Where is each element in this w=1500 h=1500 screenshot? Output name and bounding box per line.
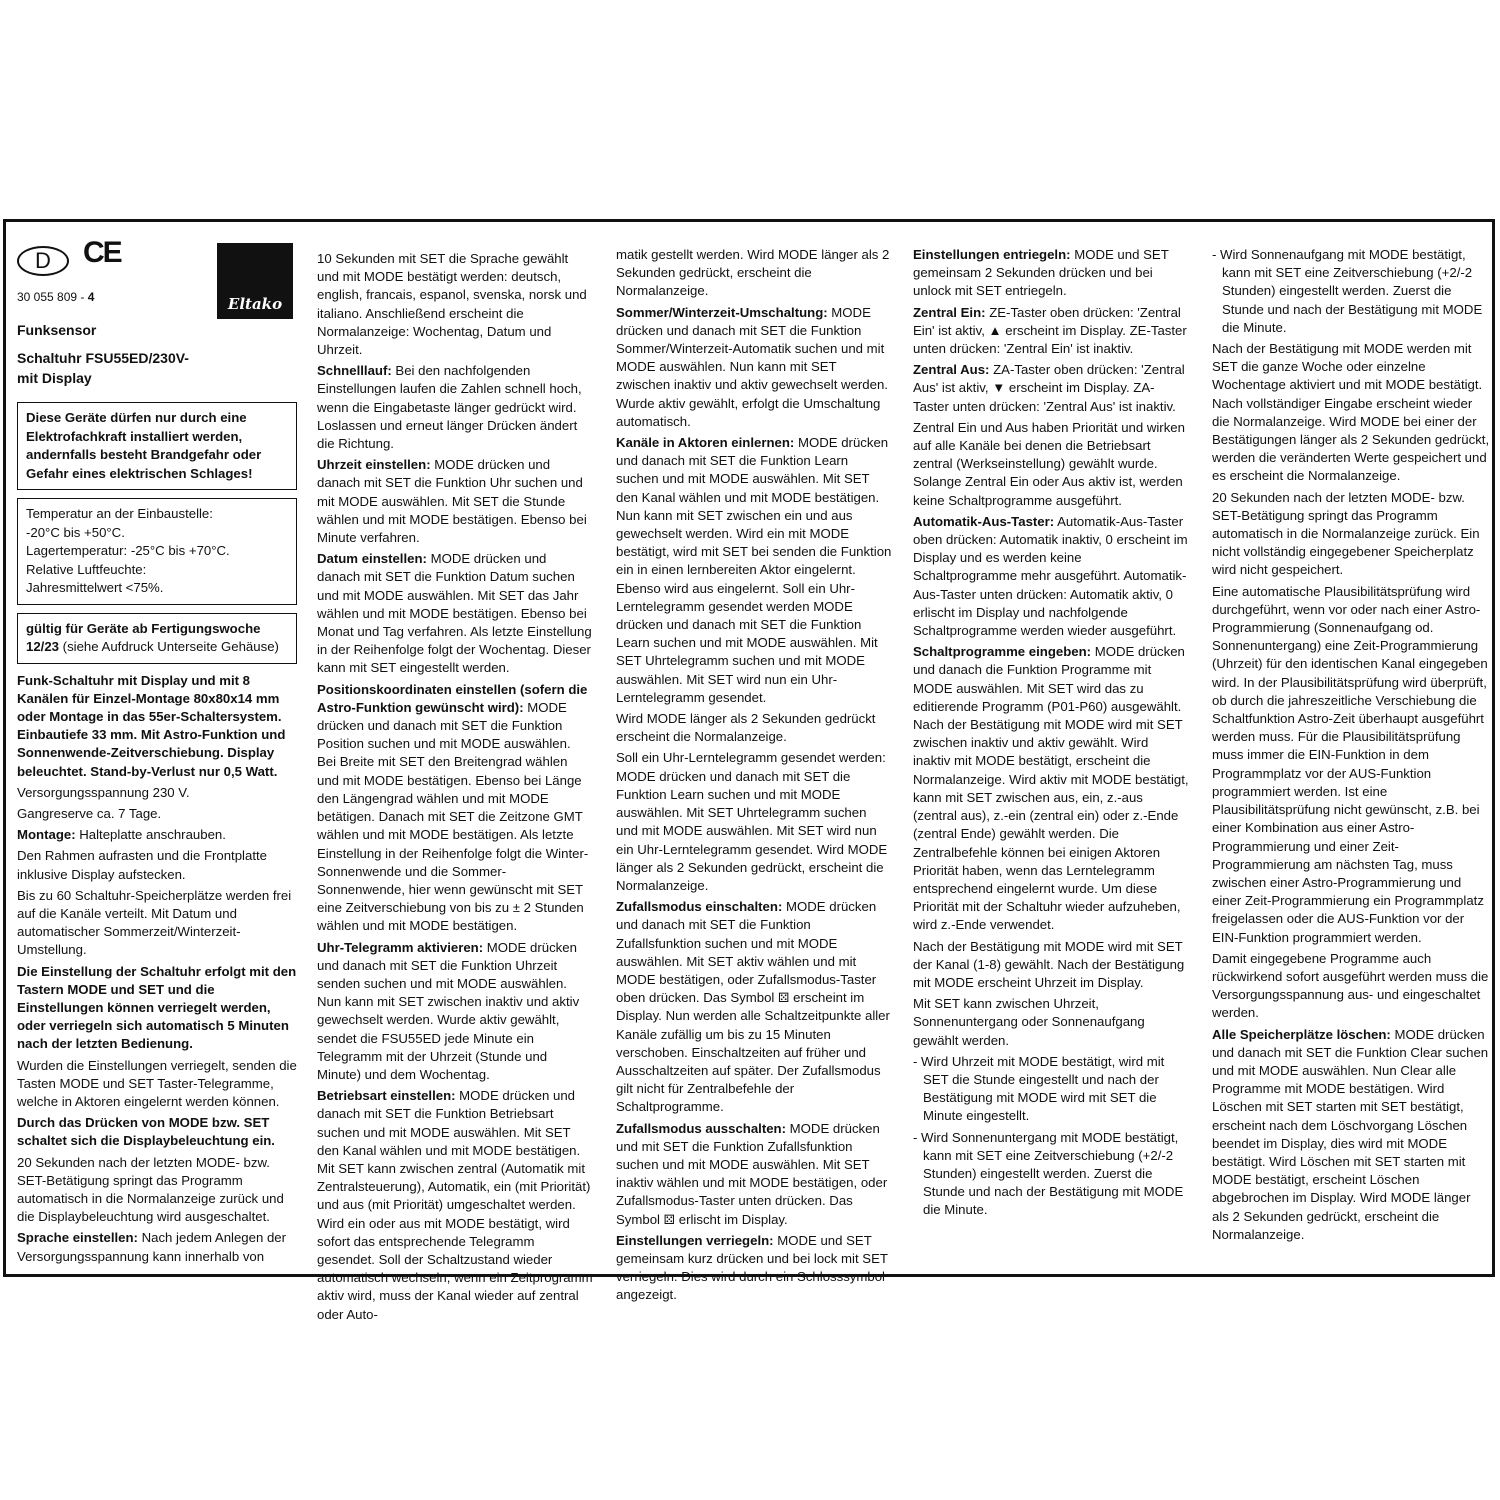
paragraph-text: ZA-Taster oben drücken: 'Zentral Aus' ist aktiv, ▼ erscheint im Display. ZA-Taster unten drücken: 'Zentral Aus' ist inaktiv. <box>913 362 1185 414</box>
paragraph-heading: Zentral Ein: <box>913 304 986 320</box>
paragraph <box>17 805 297 823</box>
paragraph-text: MODE drücken und danach mit SET die Funktion Sommer/Winterzeit-Automatik suchen und mit MODE auswählen. Nun kann mit SET zwischen inaktiv und aktiv gewechselt werden. Wurde aktiv gewählt, erfolgt die Umschaltung automatisch. <box>616 304 888 429</box>
paragraph <box>616 1120 892 1229</box>
header <box>17 236 297 336</box>
column-1-text <box>17 672 297 1266</box>
paragraph-text: 20 Sekunden nach der letzten MODE- bzw. SET-Betätigung springt das Programm automatisch in die Normalanzeige zurück und die Displaybeleuchtung wird ausgeschaltet. <box>17 1154 284 1225</box>
spec-line: Lagertemperatur: -25°C bis +70°C. <box>26 543 230 558</box>
paragraph <box>17 1114 297 1150</box>
paragraph <box>17 784 297 802</box>
paragraph-text: Eine automatische Plausibilitätsprüfung wird durchgeführt, wenn vor oder nach einer Astro-Programmierung (Sonnenaufgang od. Sonnenuntergang) eine Zeit-Programmierung (Uhrzeit) für den identischen Kanal eingegeben wird. In der Plausibilitätsprüfung wird überprüft, ob durch die jahreszeitliche Verschiebung die Schaltfunktion Astro-Zeit überhaupt ausgeführt werden muss. Für die Plausibilitätsprüfung muss immer die EIN-Funktion in dem Programmplatz vor der AUS-Funktion programmiert werden. Ist eine Plausibilitätsprüfung nicht gewünscht, z.B. bei einer Kombination aus einer Astro-Programmierung und einer Zeit-Programmierung am nächsten Tag, muss zwischen einer Astro-Programmierung und einer Zeit-Programmierung ein Programmplatz freigelassen oder die AUS-Funktion vor der EIN-Funktion programmiert werden. <box>1212 583 1488 945</box>
paragraph-text: MODE drücken und mit SET die Funktion Zufallsfunktion suchen und mit MODE auswählen. Mit SET inaktiv wählen und mit MODE bestätigen, oder Zufallsmodus-Taster unten drücken. Das Symbol ⚄ erlischt im Display. <box>616 1120 888 1227</box>
paragraph-heading: Zufallsmodus ausschalten: <box>616 1120 787 1136</box>
paragraph-text: Nach der Bestätigung mit MODE werden mit SET die ganze Woche oder einzelne Wochentage aktiviert und mit MODE bestätigt. Nach vollständiger Eingabe erscheint wieder die Normalanzeige. Wird MODE bei einer der Bestätigungen länger als 2 Sekunden gedrückt, werden die veränderten Werte gespeichert und es erscheint die Normalanzeige. <box>1212 341 1490 484</box>
paragraph <box>17 1057 297 1112</box>
warning-box: Diese Geräte dürfen nur durch eine Elektrofachkraft installiert werden, andernfalls besteht Brandgefahr oder Gefahr eines elektrischen Schlages! <box>17 402 297 490</box>
paragraph <box>913 361 1189 416</box>
paragraph <box>17 1154 297 1227</box>
instruction-sheet <box>3 219 1495 1322</box>
paragraph-text: Wurden die Einstellungen verriegelt, senden die Tasten MODE und SET Taster-Telegramme, welche in Aktoren eingelernt werden können. <box>17 1057 297 1109</box>
paragraph-text: MODE und SET gemeinsam 2 Sekunden drücken und bei unlock mit SET entriegeln. <box>913 247 1169 299</box>
paragraph-text: Nach jedem Anlegen der Versorgungsspannung kann innerhalb von <box>17 1230 287 1264</box>
paragraph-heading: Durch das Drücken von MODE bzw. SET schaltet sich die Displaybeleuchtung ein. <box>17 1115 275 1149</box>
spec-line: Jahresmittelwert <75%. <box>26 580 164 595</box>
paragraph <box>1212 489 1490 580</box>
paragraph-heading: Sommer/Winterzeit-Umschaltung: <box>616 304 828 320</box>
paragraph-text: Versorgungsspannung 230 V. <box>17 784 190 800</box>
country-mark: D <box>17 246 69 276</box>
spec-line: Temperatur an der Einbaustelle: <box>26 506 213 521</box>
paragraph-heading: Alle Speicherplätze löschen: <box>1212 1026 1391 1042</box>
paragraph <box>317 362 593 453</box>
paragraph-heading: Kanäle in Aktoren einlernen: <box>616 435 795 451</box>
paragraph-text: ZE-Taster oben drücken: 'Zentral Ein' ist aktiv, ▲ erscheint im Display. ZE-Taster unten drücken: 'Zentral Ein' ist inaktiv. <box>913 304 1187 357</box>
article-number: 30 055 809 - 4 <box>17 290 95 304</box>
paragraph-heading: Automatik-Aus-Taster: <box>913 513 1055 529</box>
paragraph-heading: Die Einstellung der Schaltuhr erfolgt mit den Tastern MODE und SET und die Einstellungen können verriegelt werden, oder verriegeln sich automatisch 5 Minuten nach der letzten Bedienung. <box>17 963 297 1052</box>
paragraph <box>1212 340 1490 486</box>
paragraph <box>317 250 593 359</box>
paragraph <box>17 672 297 781</box>
column-4 <box>913 246 1189 1223</box>
paragraph <box>616 434 892 707</box>
paragraph <box>616 1232 892 1305</box>
paragraph-heading: Zufallsmodus einschalten: <box>616 899 783 915</box>
paragraph-text: 10 Sekunden mit SET die Sprache gewählt und mit MODE bestätigt werden: deutsch, english, francais, espanol, svenska, norsk und italiano. Anschließend erscheint die Normalanzeige: Wochentag, Datum und Uhrzeit. <box>317 251 587 358</box>
spec-line: -20°C bis +50°C. <box>26 524 125 540</box>
paragraph-heading: Schnelllauf: <box>317 363 392 379</box>
paragraph-text: Zentral Ein und Aus haben Priorität und wirken auf alle Kanäle bei denen die Betriebsart zentral (Werkseinstellung) gewählt wurde. Solange Zentral Ein oder Aus aktiv ist, werden keine Schaltprogramme ausgeführt. <box>913 419 1185 508</box>
paragraph <box>616 749 892 895</box>
paragraph-heading: Datum einstellen: <box>317 551 427 567</box>
paragraph <box>317 1087 593 1324</box>
eltako-logo: Eltako <box>217 243 293 319</box>
paragraph-text: MODE drücken und danach die Funktion Programme mit MODE auswählen. Mit SET wird das zu editierende Programm (P01-P60) ausgewählt. Nach der Bestätigung mit MODE wird mit SET zwischen inaktiv und aktiv gewählt. Wird inaktiv mit MODE bestätigt, erscheint die Normalanzeige. Wird aktiv mit MODE bestätigt, kann mit SET zwischen aus, ein, z.-aus (zentral aus), z.-ein (zentral ein) oder z.-Ende (zentral Ende) gewählt werden. Die Zentralbefehle können bei einigen Aktoren Priorität haben, wenn das Lerntelegramm entsprechend eingelernt wurde. Um diese Priorität mit der Schaltuhr wieder aufzuheben, wird z.-Ende verwendet. <box>913 644 1189 933</box>
paragraph <box>17 1229 297 1265</box>
paragraph-heading: Uhr-Telegramm aktivieren: <box>317 939 484 955</box>
paragraph <box>17 847 297 883</box>
paragraph <box>913 1129 1189 1220</box>
paragraph-text: Halteplatte anschrauben. <box>75 827 226 843</box>
paragraph-text: Den Rahmen aufrasten und die Frontplatte inklusive Display aufstecken. <box>17 848 267 882</box>
paragraph-text: - Wird Sonnenaufgang mit MODE bestätigt, kann mit SET eine Zeitverschiebung (+2/-2 Stunden) eingestellt werden. Zuerst die Stunde und nach der Bestätigung mit MODE die Minute. <box>1212 247 1483 335</box>
paragraph-text: 20 Sekunden nach der letzten MODE- bzw. SET-Betätigung springt das Programm automatisch in die Normalanzeige zurück. Ein nicht vollständig eingegebener Speicherplatz wird nicht gespeichert. <box>1212 489 1480 578</box>
column-5 <box>1212 246 1490 1247</box>
paragraph-text: MODE drücken und danach mit SET die Funktion Position suchen und mit MODE auswählen. Bei Breite mit SET den Breitengrad wählen und mit MODE bestätigen. Ebenso bei Länge den Längengrad wählen und mit MODE betätigen. Danach mit SET die Zeitzone GMT wählen und mit MODE bestätigen. Als letzte Einstellung in der Reihenfolge folgt die Winter-Sonnenwende und die Sommer-Sonnenwende, hier wenn gewünscht mit SET eine Zeitverschiebung von bis zu ± 2 Stunden wählen und mit MODE bestätigen. <box>317 699 589 934</box>
paragraph-text: MODE drücken und danach mit SET die Funktion Datum suchen und mit MODE auswählen. Mit SET das Jahr wählen und mit MODE bestätigen. Ebenso bei Monat und Tag verfahren. Als letzte Einstellung in der Reihenfolge folgt der Wochentag. Dieser kann mit SET eingestellt werden. <box>317 551 592 676</box>
paragraph <box>17 887 297 960</box>
product-type: Funksensor <box>17 322 97 338</box>
ce-mark: CE <box>83 236 121 269</box>
paragraph-text: MODE drücken und danach mit SET die Funktion Zufallsfunktion suchen und mit MODE auswählen. Mit SET aktiv wählen und mit MODE bestätigen, oder Zufallsmodus-Taster oben drücken. Das Symbol ⚄ erscheint im Display. Nun werden alle Schaltzeitpunkte aller Kanäle zufällig um bis zu 15 Minuten verschoben. Einschaltzeiten auf früher und Ausschaltzeiten auf später. Der Zufallsmodus gilt nicht für Zentralbefehle der Schaltprogramme. <box>616 899 890 1115</box>
paragraph-heading: Montage: <box>17 827 76 843</box>
paragraph <box>913 419 1189 510</box>
column-2 <box>317 250 593 1327</box>
paragraph-text: MODE drücken und danach mit SET die Funktion Uhr suchen und mit MODE auswählen. Mit SET die Stunde wählen und mit MODE bestätigen. Ebenso bei Minute verfahren. <box>317 457 587 546</box>
paragraph-text: MODE drücken und danach mit SET die Funktion Learn suchen und mit MODE auswählen. Mit SET den Kanal wählen und mit MODE bestätigen. Nun kann mit SET zwischen ein und aus gewechselt werden. Wird ein mit MODE bestätigt, wird mit SET bei senden die Funktion ein in einen lernbereiten Aktor eingelernt. Ebenso wird aus eingelernt. Soll ein Uhr-Lerntelegramm gesendet werden MODE drücken und danach mit SET die Funktion Learn suchen und mit MODE auswählen. Mit SET Uhrtelegramm suchen und mit MODE auswählen. Mit SET wird nun ein Uhr-Lerntelegramm gesendet. <box>616 435 892 705</box>
paragraph <box>616 710 892 746</box>
paragraph-text: - Wird Uhrzeit mit MODE bestätigt, wird mit SET die Stunde eingestellt und nach der Bestätigung mit MODE wird mit SET die Minute eingestellt. <box>913 1053 1165 1124</box>
paragraph <box>616 898 892 1116</box>
paragraph-text: Bei den nachfolgenden Einstellungen laufen die Zahlen schnell hoch, wenn die Eingabetaste länger gedrückt wird. Loslassen und erneut länger Drücken ändert die Richtung. <box>317 363 582 452</box>
paragraph-heading: Funk-Schaltuhr mit Display und mit 8 Kanälen für Einzel-Montage 80x80x14 mm oder Montage in das 55er-Schaltersystem. Einbautiefe 33 mm. Mit Astro-Funktion und Sonnenwende-Zeitverschiebung. Display beleuchtet. Stand-by-Verlust nur 0,5 Watt. <box>17 672 286 779</box>
paragraph <box>913 304 1189 359</box>
paragraph <box>317 939 593 1085</box>
paragraph <box>17 963 297 1054</box>
paragraph <box>17 826 297 844</box>
paragraph-text: MODE drücken und danach mit SET die Funktion Betriebsart suchen und mit MODE auswählen. Mit SET den Kanal wählen und mit MODE bestätigen. Mit SET kann zwischen zentral (Automatik mit Zentralsteuerung), Automatik, ein (mit Priorität) und aus (mit Priorität) umgeschaltet werden. Wird ein oder aus mit MODE bestätigt, wird sofort das entsprechende Telegramm gesendet. Soll der Schaltzustand wieder automatisch wechseln, wenn ein Zeitprogramm aktiv wird, muss der Kanal wieder auf zentral oder Auto- <box>317 1088 593 1322</box>
paragraph <box>1212 1026 1490 1244</box>
paragraph <box>913 938 1189 993</box>
paragraph <box>913 246 1189 301</box>
paragraph <box>913 513 1189 640</box>
paragraph-text: - Wird Sonnenuntergang mit MODE bestätigt, kann mit SET eine Zeitverschiebung (+2/-2 Stunden) eingestellt werden. Zuerst die Stunde und nach der Bestätigung mit MODE die Minute. <box>913 1129 1184 1218</box>
paragraph-text: Bis zu 60 Schaltuhr-Speicherplätze werden frei auf die Kanäle verteilt. Mit Datum und automatischer Sommerzeit/Winterzeit-Umstellung. <box>17 887 292 958</box>
paragraph <box>1212 246 1490 337</box>
spec-line: Relative Luftfeuchte: <box>26 561 147 577</box>
paragraph-text: Mit SET kann zwischen Uhrzeit, Sonnenuntergang oder Sonnenaufgang gewählt werden. <box>913 996 1145 1048</box>
paragraph-text: MODE und SET gemeinsam kurz drücken und bei lock mit SET verriegeln. Dies wird durch ein Schlosssymbol angezeigt. <box>616 1232 888 1303</box>
paragraph-text: Soll ein Uhr-Lerntelegramm gesendet werden: MODE drücken und danach mit SET die Funktion Learn suchen und mit MODE auswählen. Mit SET Uhrtelegramm suchen und mit MODE auswählen. Mit SET wird nun ein Uhr-Lerntelegramm gesendet. Wird MODE länger als 2 Sekunden gedrückt, erscheint die Normalanzeige. <box>616 750 888 893</box>
paragraph-text: matik gestellt werden. Wird MODE länger als 2 Sekunden gedrückt, erscheint die Normalanzeige. <box>616 247 890 299</box>
column-1 <box>17 236 297 1269</box>
paragraph-heading: Sprache einstellen: <box>17 1230 138 1246</box>
paragraph <box>913 1053 1189 1126</box>
paragraph-text: Wird MODE länger als 2 Sekunden gedrückt erscheint die Normalanzeige. <box>616 711 876 745</box>
paragraph-heading: Uhrzeit einstellen: <box>317 457 431 473</box>
paragraph-heading: Einstellungen verriegeln: <box>616 1232 774 1248</box>
paragraph <box>317 456 593 547</box>
validity-box: gültig für Geräte ab Fertigungswoche 12/23 (siehe Aufdruck Unterseite Gehäuse) <box>17 613 297 664</box>
paragraph-heading: Einstellungen entriegeln: <box>913 247 1071 262</box>
paragraph-heading: Positionskoordinaten einstellen (sofern die Astro-Funktion gewünscht wird): <box>317 681 588 715</box>
paragraph <box>1212 583 1490 947</box>
paragraph <box>913 643 1189 934</box>
paragraph <box>616 304 892 431</box>
column-3 <box>616 246 892 1308</box>
product-name: Schaltuhr FSU55ED/230V- mit Display <box>17 350 189 386</box>
paragraph-heading: Betriebsart einstellen: <box>317 1088 456 1104</box>
paragraph-heading: Schaltprogramme eingeben: <box>913 644 1092 660</box>
paragraph <box>913 995 1189 1050</box>
paragraph <box>616 246 892 301</box>
paragraph-text: Gangreserve ca. 7 Tage. <box>17 805 162 821</box>
paragraph-text: Nach der Bestätigung mit MODE wird mit SET der Kanal (1-8) gewählt. Nach der Bestätigung mit MODE erscheint Uhrzeit im Display. <box>913 938 1185 990</box>
specs-box <box>17 498 297 605</box>
paragraph <box>1212 950 1490 1023</box>
paragraph-heading: Zentral Aus: <box>913 362 990 378</box>
paragraph <box>317 681 593 936</box>
paragraph-text: MODE drücken und danach mit SET die Funktion Clear suchen und mit MODE auswählen. Nun Clear alle Programme mit MODE bestätigen. Wird Löschen mit SET starten mit SET bestätigt, erscheint nach dem Löschvorgang Löschen beendet im Display, dies wird mit MODE bestätigt. Wird Löschen mit SET starten mit MODE bestätigt, erscheint Löschen abgebrochen im Display. Wird MODE länger als 2 Sekunden gedrückt, erscheint die Normalanzeige. <box>1212 1026 1489 1242</box>
paragraph-text: Damit eingegebene Programme auch rückwirkend sofort ausgeführt werden muss die Versorgungsspannung aus- und eingeschaltet werden. <box>1212 950 1489 1021</box>
paragraph-text: MODE drücken und danach mit SET die Funktion Uhrzeit senden suchen und mit MODE auswählen. Nun kann mit SET zwischen inaktiv und aktiv gewechselt werden. Wurde aktiv gewählt, sendet die FSU55ED jede Minute ein Telegramm mit der Uhrzeit (Stunde und Minute) und dem Wochentag. <box>317 939 580 1082</box>
paragraph-text: Automatik-Aus-Taster oben drücken: Automatik inaktiv, 0 erscheint im Display und es werden keine Schaltprogramme mehr ausgeführt. Automatik-Aus-Taster unten drücken: Automatik aktiv, 0 erlischt im Display und nachfolgende Schaltprogramme werden wieder ausgeführt. <box>913 513 1188 639</box>
paragraph <box>317 550 593 677</box>
